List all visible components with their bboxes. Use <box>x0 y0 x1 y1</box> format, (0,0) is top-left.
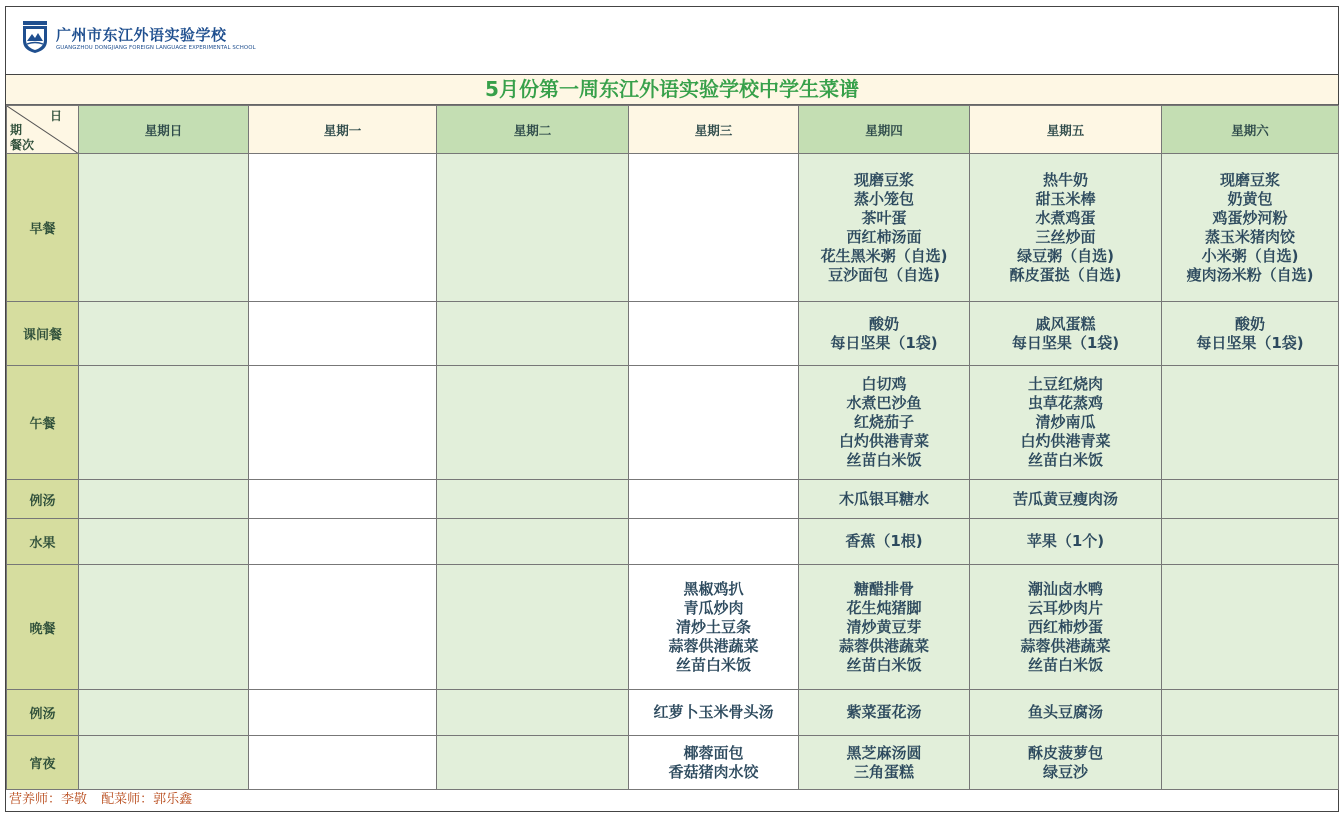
day-header: 星期一 <box>249 106 437 154</box>
menu-cell <box>799 480 970 519</box>
menu-cell <box>79 690 249 736</box>
dish-item: 酸奶 <box>868 314 899 333</box>
dish-item: 黑芝麻汤圆 <box>846 743 922 762</box>
meal-label: 水果 <box>7 519 79 565</box>
menu-cell <box>437 480 629 519</box>
menu-cell <box>970 519 1162 565</box>
menu-cell <box>629 480 799 519</box>
dish-item: 每日坚果（1袋) <box>1196 333 1304 352</box>
meal-label: 午餐 <box>7 366 79 480</box>
dish-item: 每日坚果（1袋) <box>1011 333 1120 352</box>
dish-item: 青瓜炒肉 <box>683 598 744 617</box>
menu-cell <box>249 565 437 690</box>
dish-item: 小米粥（自选) <box>1201 246 1299 265</box>
meal-label: 例汤 <box>7 690 79 736</box>
dish-item: 香蕉（1根) <box>845 532 923 550</box>
menu-cell <box>437 302 629 366</box>
corner-period-label: 期 <box>10 123 23 137</box>
dish-item: 戚风蛋糕 <box>1035 314 1096 333</box>
dish-item: 酥皮蛋挞（自选) <box>1009 265 1122 284</box>
dish-item: 西红柿汤面 <box>846 227 922 246</box>
menu-cell <box>970 690 1162 736</box>
dish-item: 现磨豆浆 <box>1219 170 1280 189</box>
meal-row <box>7 736 1339 790</box>
footer <box>6 789 1341 811</box>
dish-item: 蒸玉米猪肉饺 <box>1204 227 1295 246</box>
menu-cell <box>1162 480 1339 519</box>
corner-cell <box>7 106 79 154</box>
dish-item: 云耳炒肉片 <box>1027 598 1103 617</box>
menu-cell <box>629 519 799 565</box>
meal-row <box>7 480 1339 519</box>
menu-cell <box>437 366 629 480</box>
dish-item: 丝苗白米饭 <box>846 451 922 469</box>
dish-item: 清炒土豆条 <box>675 617 751 636</box>
dish-item: 清炒南瓜 <box>1035 413 1096 431</box>
meal-row <box>7 302 1339 366</box>
dish-item: 绿豆粥（自选) <box>1017 246 1114 265</box>
dish-item: 香菇猪肉水饺 <box>668 762 759 781</box>
dish-item: 紫菜蛋花汤 <box>846 703 922 721</box>
dish-item: 清炒黄豆芽 <box>846 617 922 636</box>
menu-cell <box>799 736 970 790</box>
school-name-cn: 广州市东江外语实验学校 <box>56 26 227 44</box>
menu-cell <box>629 154 799 302</box>
menu-cell <box>629 565 799 690</box>
menu-cell <box>970 565 1162 690</box>
day-header: 星期三 <box>629 106 799 154</box>
logo-bar <box>6 7 1338 75</box>
menu-cell <box>79 302 249 366</box>
menu-cell <box>249 519 437 565</box>
dish-item: 虫草花蒸鸡 <box>1027 394 1103 412</box>
meal-row <box>7 519 1339 565</box>
menu-cell <box>970 154 1162 302</box>
menu-cell <box>629 366 799 480</box>
menu-cell <box>437 736 629 790</box>
dish-item: 每日坚果（1袋) <box>830 333 938 352</box>
dish-item: 鱼头豆腐汤 <box>1027 703 1103 721</box>
menu-cell <box>79 736 249 790</box>
dish-item: 西红柿炒蛋 <box>1027 617 1103 636</box>
day-header: 星期五 <box>970 106 1162 154</box>
dish-item: 瘦肉汤米粉（自选) <box>1186 265 1314 284</box>
dish-item: 蒜蓉供港蔬菜 <box>838 636 929 655</box>
menu-table <box>6 105 1339 790</box>
menu-cell <box>629 736 799 790</box>
dish-item: 花生黑米粥（自选) <box>820 246 948 265</box>
dish-item: 黑椒鸡扒 <box>683 579 744 598</box>
meal-label: 例汤 <box>7 480 79 519</box>
dish-item: 红烧茄子 <box>853 413 914 431</box>
menu-cell <box>629 690 799 736</box>
menu-cell <box>799 366 970 480</box>
menu-cell <box>1162 154 1339 302</box>
dish-item: 土豆红烧肉 <box>1027 375 1103 393</box>
menu-cell <box>79 480 249 519</box>
menu-cell <box>799 690 970 736</box>
dish-item: 白灼供港青菜 <box>1020 432 1111 450</box>
dish-item: 酥皮菠萝包 <box>1027 743 1103 762</box>
dish-item: 苹果（1个) <box>1026 532 1105 550</box>
dish-item: 鸡蛋炒河粉 <box>1212 208 1288 227</box>
menu-cell <box>970 366 1162 480</box>
menu-cell <box>249 154 437 302</box>
menu-cell <box>437 154 629 302</box>
dish-item: 豆沙面包（自选) <box>828 265 940 284</box>
corner-day-label: 日 <box>49 109 62 123</box>
dish-item: 丝苗白米饭 <box>1027 451 1103 469</box>
meal-label: 晚餐 <box>7 565 79 690</box>
dish-item: 木瓜银耳糖水 <box>838 489 929 508</box>
dish-item: 蒜蓉供港蔬菜 <box>1020 636 1111 655</box>
menu-cell <box>249 366 437 480</box>
menu-cell <box>799 154 970 302</box>
meal-label: 宵夜 <box>7 736 79 790</box>
dish-item: 糖醋排骨 <box>853 579 914 598</box>
nutritionist-credit: 营养师：李敬 <box>9 792 88 807</box>
dish-item: 酸奶 <box>1234 314 1265 333</box>
dish-item: 白切鸡 <box>861 375 907 393</box>
menu-cell <box>1162 519 1339 565</box>
menu-cell <box>249 302 437 366</box>
header-row <box>7 106 1339 154</box>
menu-cell <box>79 366 249 480</box>
menu-cell <box>79 565 249 690</box>
day-header: 星期六 <box>1162 106 1339 154</box>
dish-item: 丝苗白米饭 <box>1027 655 1103 674</box>
meal-row <box>7 690 1339 736</box>
dish-item: 三角蛋糕 <box>853 762 914 781</box>
menu-cell <box>437 690 629 736</box>
menu-cell <box>437 565 629 690</box>
dish-item: 热牛奶 <box>1042 170 1088 189</box>
dish-item: 绿豆沙 <box>1042 762 1088 781</box>
dish-item: 茶叶蛋 <box>861 208 907 227</box>
page-title: 5月份第一周东江外语实验学校中学生菜谱 <box>6 75 1338 105</box>
menu-cell <box>1162 302 1339 366</box>
menu-cell <box>79 154 249 302</box>
dish-item: 椰蓉面包 <box>683 743 744 762</box>
school-emblem-icon <box>22 21 48 53</box>
meal-row <box>7 565 1339 690</box>
menu-cell <box>970 736 1162 790</box>
dish-item: 苦瓜黄豆瘦肉汤 <box>1012 489 1118 508</box>
day-header: 星期二 <box>437 106 629 154</box>
menu-cell <box>249 736 437 790</box>
dish-item: 奶黄包 <box>1227 189 1273 208</box>
menu-cell <box>79 519 249 565</box>
dish-item: 丝苗白米饭 <box>846 655 922 674</box>
menu-cell <box>629 302 799 366</box>
menu-body <box>7 154 1339 790</box>
menu-cell <box>970 302 1162 366</box>
menu-cell <box>249 480 437 519</box>
dish-item: 三丝炒面 <box>1035 227 1096 246</box>
menu-cell <box>799 302 970 366</box>
meal-row <box>7 154 1339 302</box>
menu-cell <box>1162 565 1339 690</box>
menu-sheet <box>5 6 1339 812</box>
day-header: 星期四 <box>799 106 970 154</box>
menu-planner-credit: 配菜师：郭乐鑫 <box>101 792 193 807</box>
meal-row <box>7 366 1339 480</box>
dish-item: 现磨豆浆 <box>853 170 914 189</box>
dish-item: 花生炖猪脚 <box>846 598 922 617</box>
dish-item: 白灼供港青菜 <box>838 432 929 450</box>
meal-label: 课间餐 <box>7 302 79 366</box>
menu-cell <box>1162 736 1339 790</box>
day-header: 星期日 <box>79 106 249 154</box>
meal-label: 早餐 <box>7 154 79 302</box>
dish-item: 蒸小笼包 <box>853 189 914 208</box>
dish-item: 蒜蓉供港蔬菜 <box>668 636 759 655</box>
dish-item: 丝苗白米饭 <box>675 655 751 674</box>
menu-cell <box>970 480 1162 519</box>
dish-item: 水煮鸡蛋 <box>1035 208 1096 227</box>
dish-item: 潮汕卤水鸭 <box>1027 579 1103 598</box>
menu-cell <box>799 565 970 690</box>
dish-item: 甜玉米棒 <box>1035 189 1096 208</box>
menu-cell <box>437 519 629 565</box>
menu-cell <box>1162 366 1339 480</box>
menu-cell <box>1162 690 1339 736</box>
school-name-en: GUANGZHOU DONGJIANG FOREIGN LANGUAGE EXPERIMENTAL SCHOOL <box>56 45 256 51</box>
menu-cell <box>249 690 437 736</box>
menu-cell <box>799 519 970 565</box>
dish-item: 红萝卜玉米骨头汤 <box>653 703 774 721</box>
corner-meal-label: 餐次 <box>10 138 35 152</box>
dish-item: 水煮巴沙鱼 <box>846 394 922 412</box>
